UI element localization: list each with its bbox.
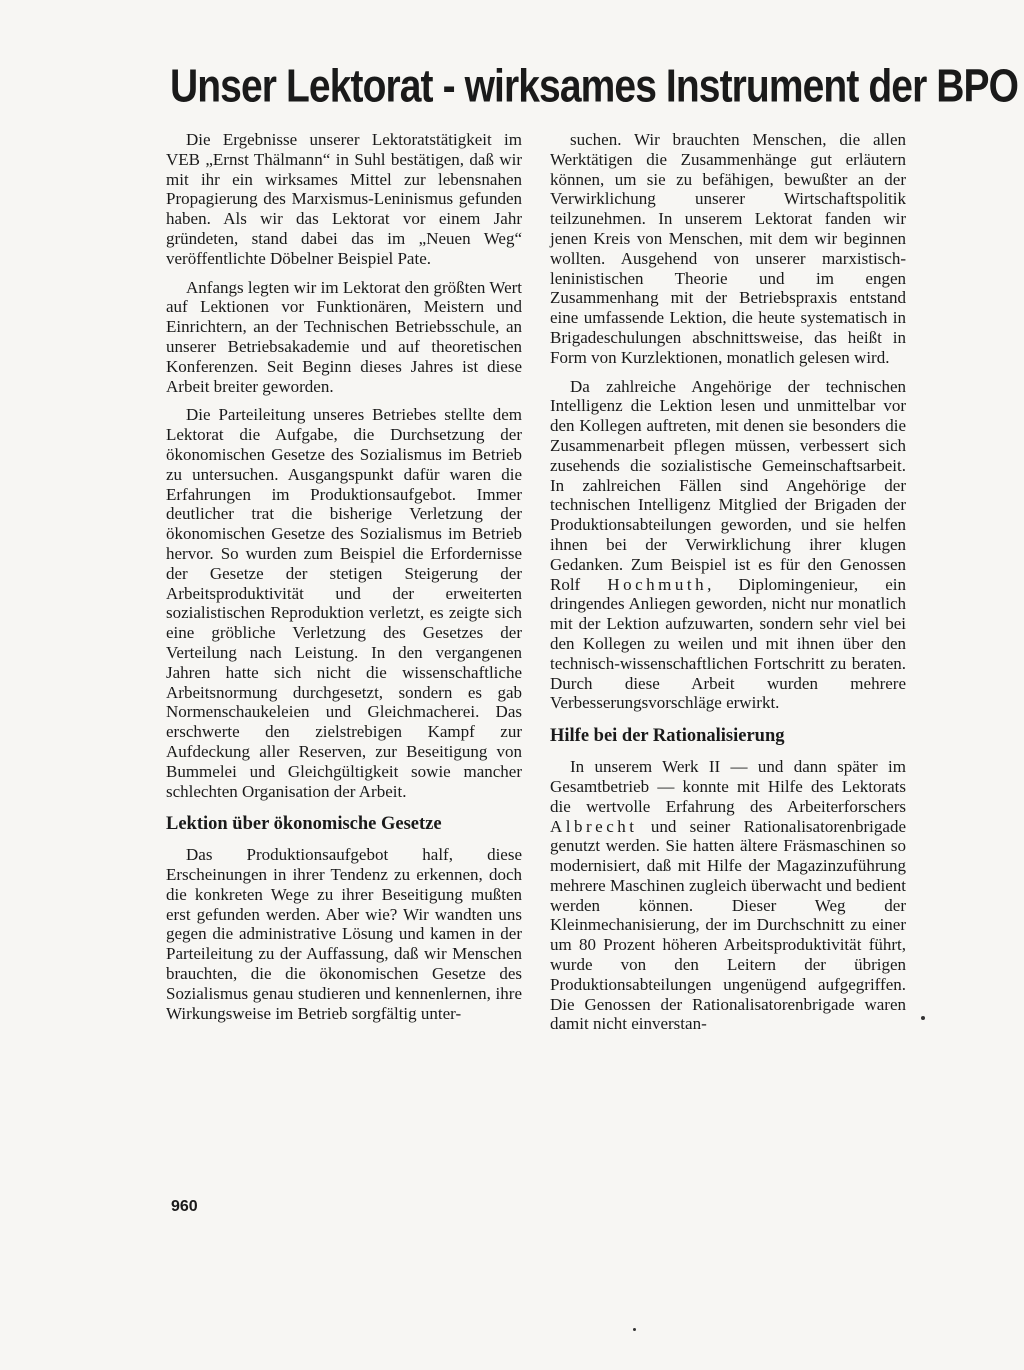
person-name: Hochmuth	[607, 574, 708, 594]
paragraph	[550, 757, 906, 1034]
section-heading: Lektion über ökonomische Gesetze	[166, 814, 442, 835]
print-speck	[633, 1328, 636, 1331]
paragraph-text: , Diplomingenieur, ein dringendes Anliegen geworden, nicht nur monatlich mit der Lektion aufzuwarten, sondern sehr viel bei den Kollegen zu weilen und mit ihnen über den technisch-wissenschaftlichen Fortschritt zu beraten. Durch diese Arbeit wurden mehrere Verbesserungsvorschläge erwirkt.	[550, 574, 907, 713]
paragraph: Das Produktionsaufgebot half, diese Erscheinungen in ihrer Tendenz zu erkennen, doch die konkreten Wege zu ihrer Beseitigung mußten erst gefunden werden. Aber wie? Wir wandten uns gegen die administrative Lösung und kamen in der Parteileitung zu der Auffassung, daß wir Menschen brauchten, die die ökonomischen Gesetze des Sozialismus genau studieren und kennenlernen, ihre Wirkungsweise im Betrieb sorgfältig unter-	[166, 845, 522, 1023]
right-column	[550, 130, 906, 1043]
paragraph: Die Parteileitung unseres Betriebes stellte dem Lektorat die Aufgabe, die Durchsetzung der ökonomischen Gesetze des Sozialismus im Betrieb zu untersuchen. Ausgangspunkt dafür waren die Erfahrungen im Produktionsaufgebot. Immer deutlicher trat die bisherige Verletzung der ökonomischen Gesetze des Sozialismus im Betrieb hervor. So wurden zum Beispiel die Erfordernisse der Gesetze der stetigen Steigerung der Arbeitsproduktivität und der erweiterten sozialistischen Reproduktion verletzt, es zeigte sich eine gröbliche Verletzung des Gesetzes der Verteilung nach Leistung. In den vergangenen Jahren hatte sich nicht die wissenschaftliche Arbeitsnormung durchgesetzt, sondern es gab Normenschaukeleien und Gleichmacherei. Das erschwerte den zielstrebigen Kampf zur Aufdeckung aller Reserven, zur Beseitigung von Bummelei und Gleichgültigkeit sowie mancher schlechten Organisation der Arbeit.	[166, 405, 522, 801]
paragraph-text: In unserem Werk II — und dann später im Gesamtbetrieb — konnte mit Hilfe des Lektorats die wertvolle Erfahrung des Arbeiterforschers	[550, 757, 906, 816]
left-column	[166, 130, 522, 1032]
person-name: Albrecht	[550, 816, 638, 836]
paragraph: suchen. Wir brauchten Menschen, die allen Werktätigen die Zusammenhänge gut erläutern können, um sie zu befähigen, bewußter an der Verwirklichung unserer Wirtschaftspolitik teilzunehmen. In unserem Lektorat fanden wir jenen Kreis von Menschen, mit dem wir beginnen wollten. Ausgehend von unserer marxistisch-leninistischen Theorie und im engen Zusammenhang mit der Betriebspraxis entstand eine umfassende Lektion, die heute systematisch in Brigadeschulungen abschnittsweise, das heißt in Form von Kurzlektionen, monatlich gelesen wird.	[550, 130, 906, 367]
section-heading: Hilfe bei der Rationalisierung	[550, 726, 785, 747]
page-number: 960	[171, 1198, 198, 1215]
paragraph-text: und seiner Rationalisatorenbrigade genutzt werden. Sie hatten ältere Fräsmaschinen so modernisiert, daß mit Hilfe der Magazinzuführung mehrere Maschinen zugleich überwacht und bedient werden können. Dieser Weg der Kleinmechanisierung, der im Durchschnitt zu einer um 80 Prozent höheren Arbeitsproduktivität führt, wurde von den Leitern der übrigen Produktionsabteilungen ungenügend aufgegriffen. Die Genossen der Rationalisatorenbrigade waren damit nicht einverstan-	[550, 816, 906, 1034]
article-headline: Unser Lektorat - wirksames Instrument der BPO	[170, 61, 1019, 113]
print-speck	[921, 1016, 925, 1020]
paragraph	[550, 377, 906, 714]
paragraph: Anfangs legten wir im Lektorat den größten Wert auf Lektionen vor Funktionären, Meistern und Einrichtern, an der Technischen Betriebsschule, an unserer Betriebsakademie und auf theoretischen Konferenzen. Seit Beginn dieses Jahres ist diese Arbeit breiter geworden.	[166, 277, 522, 396]
paragraph-text: Da zahlreiche Angehörige der technischen Intelligenz die Lektion lesen und unmittelbar vor den Kollegen auftreten, mit denen sie besonders die Zusammenarbeit pflegen müssen, verbessert sich zusehends die sozialistische Gemeinschaftsarbeit. In zahlreichen Fällen sind Angehörige der technischen Intelligenz Mitglied der Brigaden der Produktionsabteilungen geworden, und sie helfen ihnen bei der Verwirklichung ihrer klugen Gedanken. Zum Beispiel ist es für den Genossen Rolf	[550, 376, 906, 594]
paragraph: Die Ergebnisse unserer Lektoratstätigkeit im VEB „Ernst Thälmann“ in Suhl bestätigen, daß wir mit ihr ein wirksames Mittel zur lebensnahen Propagierung des Marxismus-Leninismus gefunden haben. Als wir das Lektorat vor einem Jahr gründeten, stand dabei das im „Neuen Weg“ veröffentlichte Döbelner Beispiel Pate.	[166, 130, 522, 268]
